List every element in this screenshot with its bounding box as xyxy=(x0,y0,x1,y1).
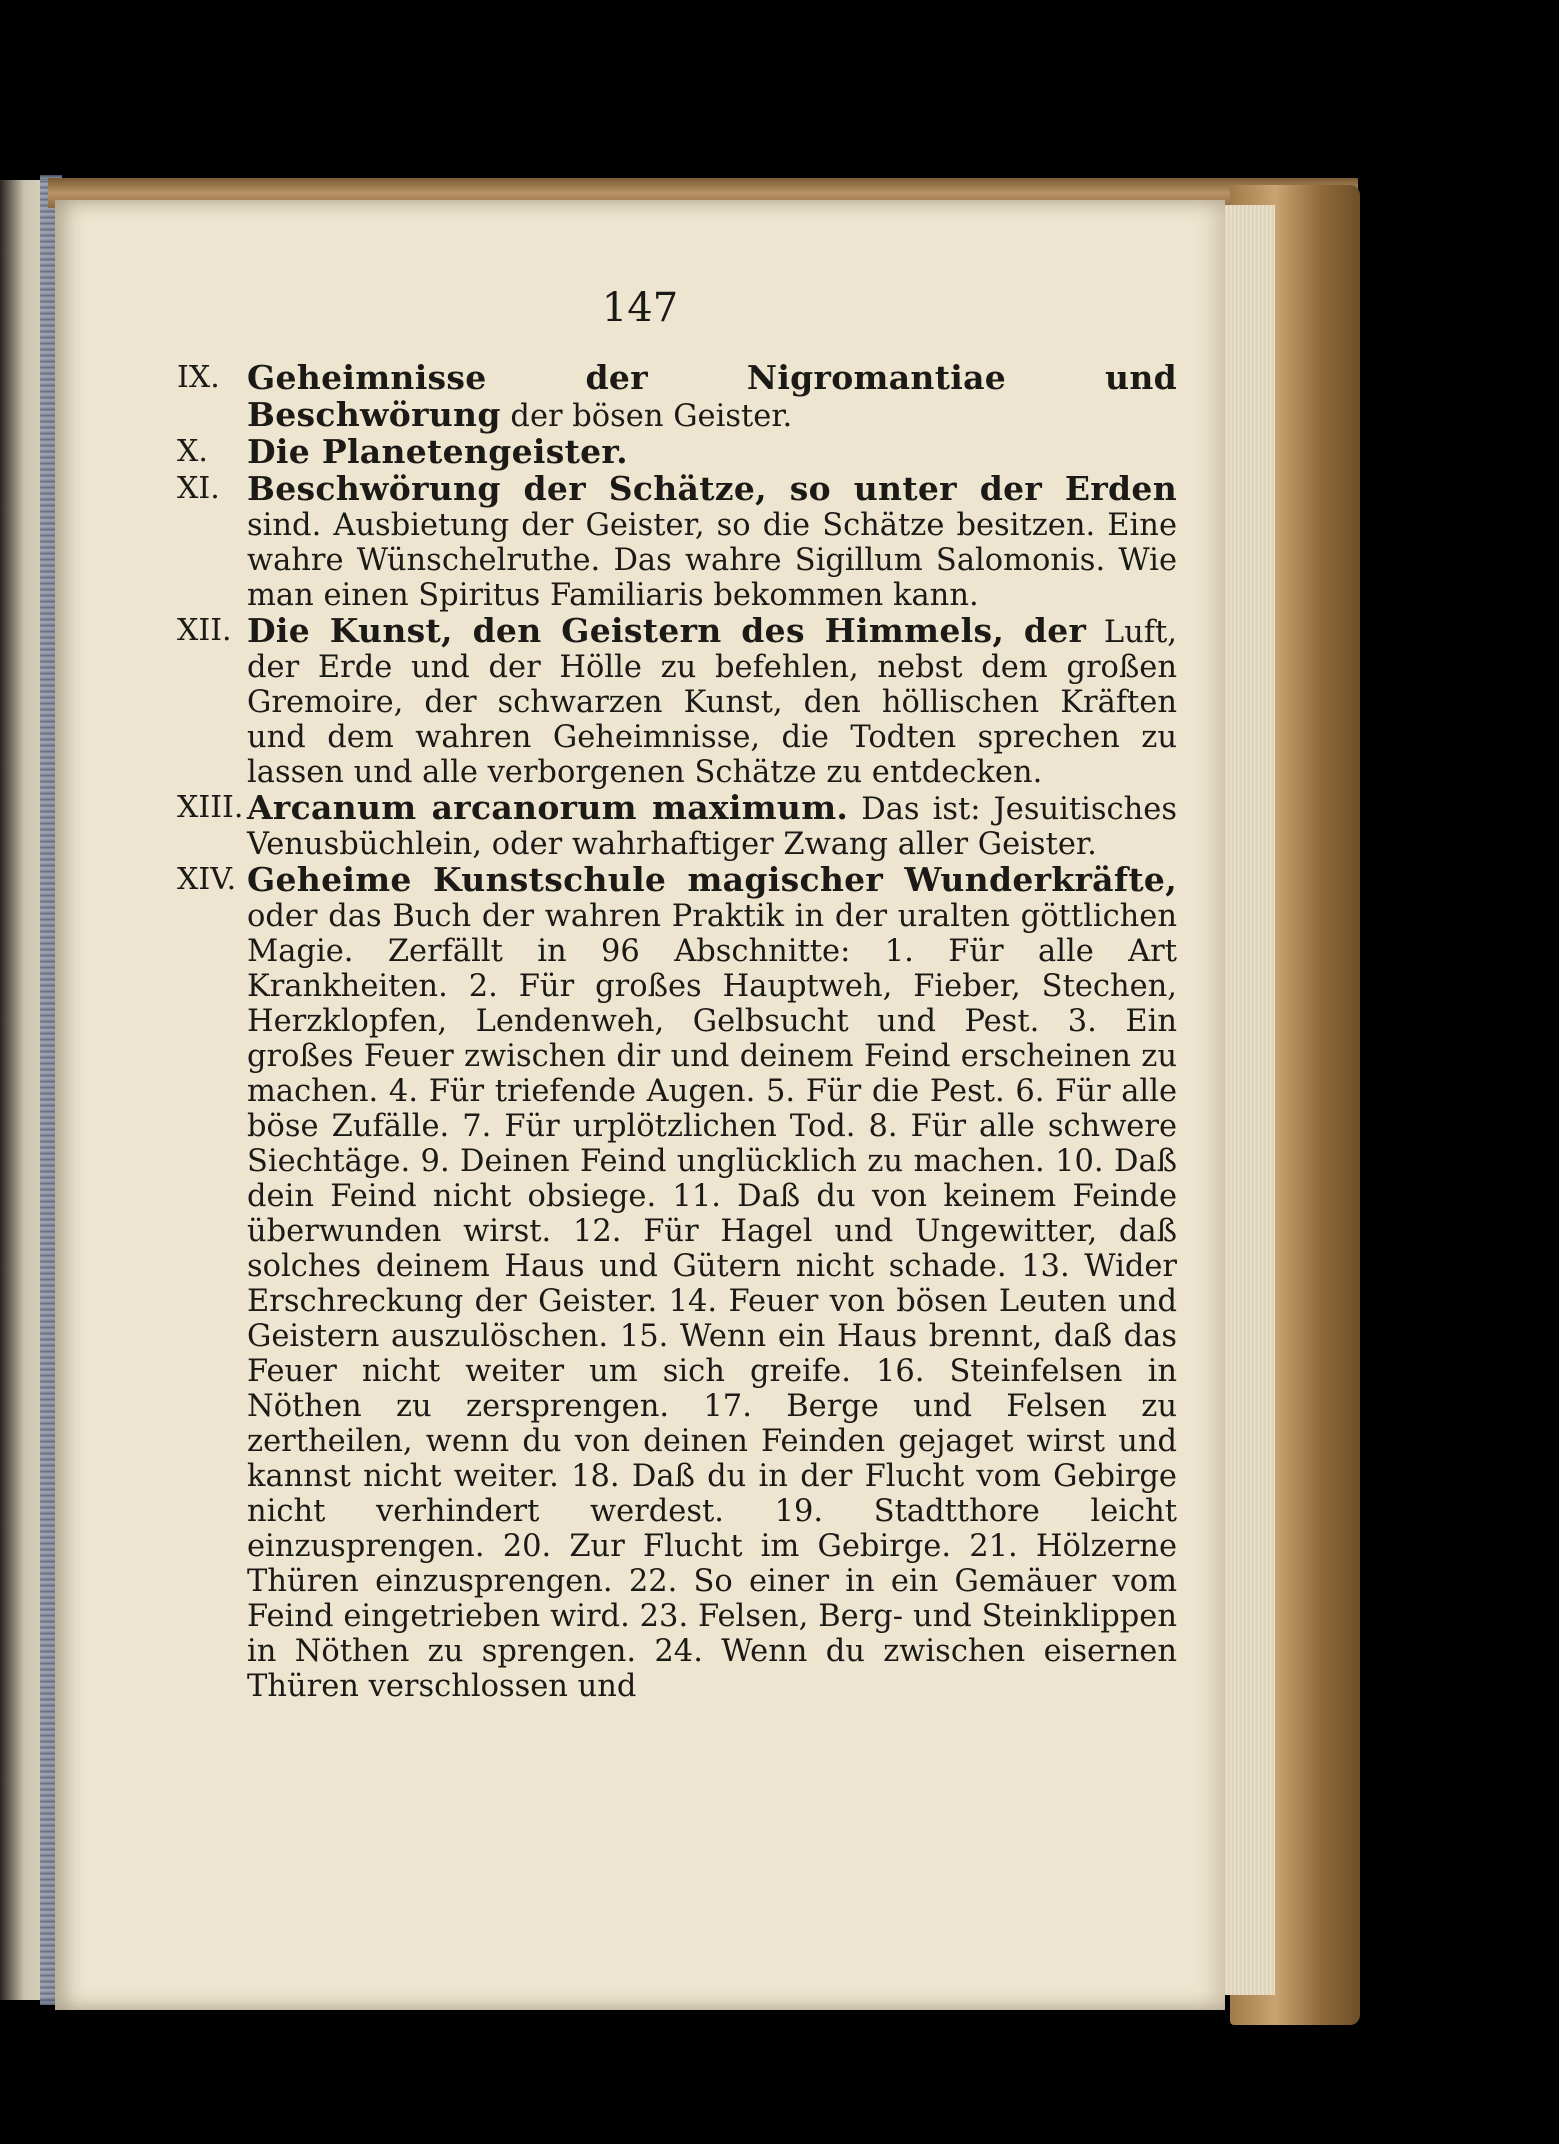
page-number: 147 xyxy=(601,285,679,331)
entry-title: Geheime Kunstschule magischer Wunderkräfte, xyxy=(247,860,1177,899)
list-item xyxy=(177,790,1177,862)
list-item xyxy=(177,862,1177,1704)
entry-title: Beschwörung der Schätze, so unter der Erden xyxy=(247,469,1177,508)
entry-title: Die Kunst, den Geistern des Himmels, der xyxy=(247,611,1087,650)
entry-numeral: XIV. xyxy=(177,862,237,897)
entry-body: Das ist: Jesuitisches Venusbüchlein, oder wahrhaftiger Zwang aller Geister. xyxy=(247,792,1177,862)
list-item xyxy=(177,434,1177,471)
entry-title: Die Planetengeister. xyxy=(247,432,628,471)
list-item xyxy=(177,471,1177,613)
entry-body: Luft, der Erde und der Hölle zu befehlen, nebst dem großen Gremoire, der schwarzen Kunst, den höllischen Kräften und dem wahren Geheimnisse, die Todten sprechen zu lassen und alle verborgenen Schätze zu entdecken. xyxy=(247,615,1177,790)
entry-numeral: XI. xyxy=(177,471,220,506)
entry-title: Geheimnisse der Nigromantiae und Beschwörung xyxy=(247,358,1177,434)
entry-title: Arcanum arcanorum maximum. xyxy=(247,788,849,827)
book-page xyxy=(55,200,1225,2010)
entry-numeral: IX. xyxy=(177,360,220,395)
entry-body: der bösen Geister. xyxy=(510,399,793,434)
list-item xyxy=(177,613,1177,790)
entry-numeral: XIII. xyxy=(177,790,244,825)
entry-numeral: X. xyxy=(177,434,208,469)
entry-body: sind. Ausbietung der Geister, so die Schätze besitzen. Eine wahre Wünschelruthe. Das wahre Sigillum Salomonis. Wie man einen Spiritus Familiaris bekommen kann. xyxy=(247,508,1177,613)
list-item xyxy=(177,360,1177,434)
table-of-contents xyxy=(177,360,1177,1704)
entry-numeral: XII. xyxy=(177,613,232,648)
entry-body: oder das Buch der wahren Praktik in der uralten göttlichen Magie. Zerfällt in 96 Abschnitte: 1. Für alle Art Krankheiten. 2. Für großes Hauptweh, Fieber, Stechen, Herzklopfen, Lendenweh, Gelbsucht und Pest. 3. Ein großes Feuer zwischen dir und deinem Feind erscheinen zu machen. 4. Für triefende Augen. 5. Für die Pest. 6. Für alle böse Zufälle. 7. Für urplötzlichen Tod. 8. Für alle schwere Siechtäge. 9. Deinen Feind unglücklich zu machen. 10. Daß dein Feind nicht obsiege. 11. Daß du von keinem Feinde überwunden wirst. 12. Für Hagel und Ungewitter, daß solches deinem Haus und Gütern nicht schade. 13. Wider Erschreckung der Geister. 14. Feuer von bösen Leuten und Geistern auszulöschen. 15. Wenn ein Haus brennt, daß das Feuer nicht weiter um sich greife. 16. Steinfelsen in Nöthen zu zersprengen. 17. Berge und Felsen zu zertheilen, wenn du von deinen Feinden gejaget wirst und kannst nicht weiter. 18. Daß du in der Flucht vom Gebirge nicht verhindert werdest. 19. Stadtthore leicht einzusprengen. 20. Zur Flucht im Gebirge. 21. Hölzerne Thüren einzusprengen. 22. So einer in ein Gemäuer vom Feind eingetrieben wird. 23. Felsen, Berg- und Steinklippen in Nöthen zu sprengen. 24. Wenn du zwischen eisernen Thüren verschlossen und xyxy=(247,899,1177,1704)
